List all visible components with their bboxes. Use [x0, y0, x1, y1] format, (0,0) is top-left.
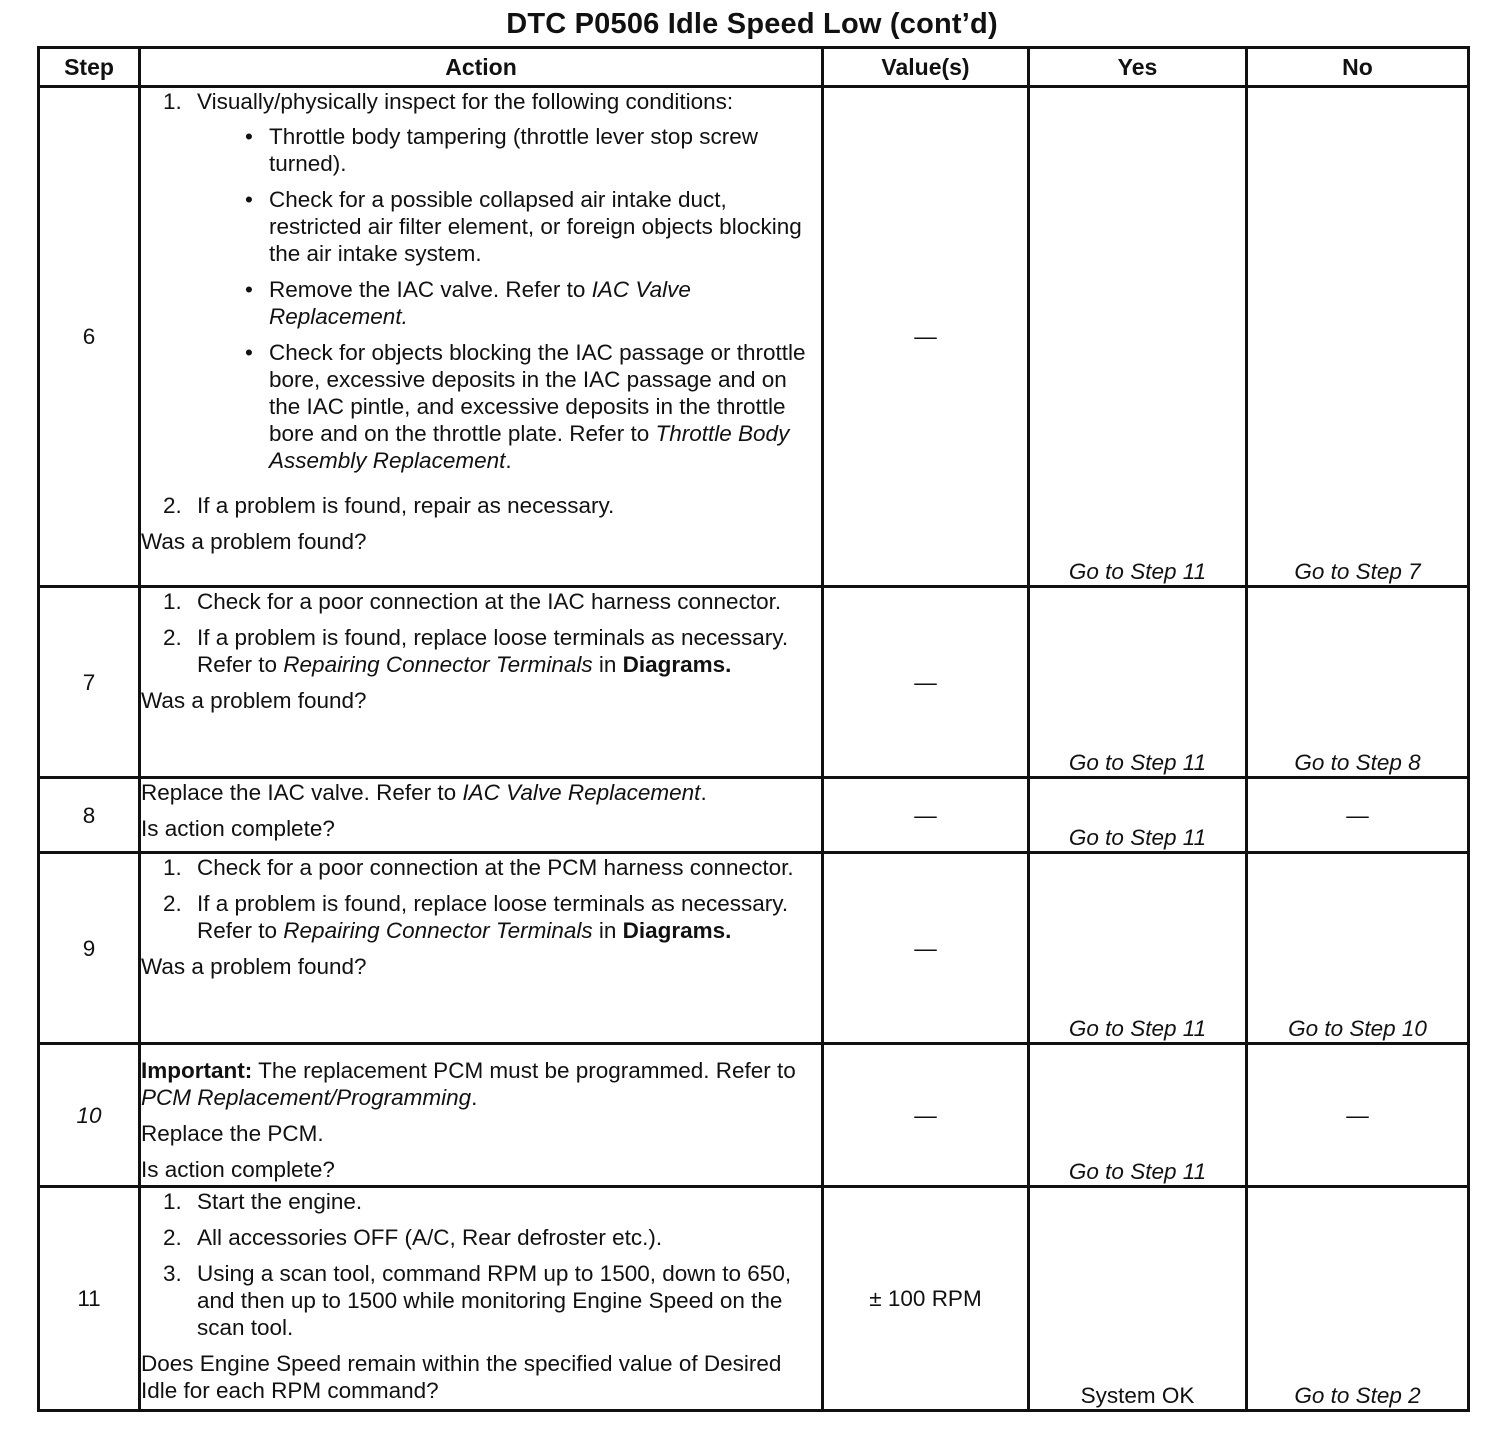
question-text: Is action complete?: [141, 816, 335, 841]
no-cell: Go to Step 2: [1247, 1187, 1469, 1411]
reference-link: Repairing Connector Terminals: [283, 652, 593, 677]
yes-cell: Go to Step 11: [1029, 587, 1247, 778]
reference-section: Diagrams.: [622, 652, 732, 677]
action-text: Check for a possible collapsed air intake duct, restricted air filter element, or foreign objects blocking the air intake system.: [269, 187, 802, 266]
action-text: .: [505, 448, 512, 473]
action-text: Replace the IAC valve. Refer to: [141, 780, 463, 805]
no-cell: —: [1247, 778, 1469, 853]
action-text: All accessories OFF (A/C, Rear defroster etc.).: [197, 1225, 663, 1250]
list-number: 1.: [163, 589, 182, 614]
list-number: 1.: [163, 89, 182, 114]
action-text: Replace the PCM.: [141, 1121, 324, 1146]
action-text: Using a scan tool, command RPM up to 1500, down to 650, and then up to 1500 while monitoring Engine Speed on the scan tool.: [197, 1261, 792, 1340]
bullet-icon: •: [245, 187, 253, 212]
header-action: Action: [140, 48, 823, 87]
yes-cell: System OK: [1029, 1187, 1247, 1411]
step-number: 9: [39, 853, 140, 1044]
action-cell: [140, 1187, 823, 1411]
header-row: [39, 48, 1469, 87]
header-no: No: [1247, 48, 1469, 87]
action-text: Visually/physically inspect for the following conditions:: [197, 89, 734, 114]
header-step: Step: [39, 48, 140, 87]
action-text: Start the engine.: [197, 1189, 363, 1214]
question-text: Was a problem found?: [141, 954, 367, 979]
action-text: in: [592, 652, 623, 677]
reference-link: IAC Valve Replacement: [462, 780, 701, 805]
header-values: Value(s): [823, 48, 1029, 87]
list-number: 3.: [163, 1261, 182, 1286]
question-text: Is action complete?: [141, 1157, 335, 1182]
action-text: .: [700, 780, 707, 805]
action-text: Check for a poor connection at the IAC harness connector.: [197, 589, 782, 614]
yes-cell: Go to Step 11: [1029, 87, 1247, 587]
value-cell: —: [823, 778, 1029, 853]
table-row: [39, 778, 1469, 853]
table-row: [39, 87, 1469, 587]
question-text: Was a problem found?: [141, 529, 367, 554]
action-cell: [140, 853, 823, 1044]
header-yes: Yes: [1029, 48, 1247, 87]
yes-cell: Go to Step 11: [1029, 853, 1247, 1044]
value-cell: —: [823, 1044, 1029, 1187]
list-number: 2.: [163, 891, 182, 916]
step-number: 11: [39, 1187, 140, 1411]
action-cell: [140, 778, 823, 853]
step-number: 7: [39, 587, 140, 778]
reference-link: Repairing Connector Terminals: [283, 918, 593, 943]
no-cell: Go to Step 8: [1247, 587, 1469, 778]
table-row: [39, 1187, 1469, 1411]
table-row: [39, 587, 1469, 778]
no-cell: Go to Step 10: [1247, 853, 1469, 1044]
action-cell: [140, 1044, 823, 1187]
table-row: [39, 1044, 1469, 1187]
action-cell: [140, 587, 823, 778]
reference-section: Diagrams.: [622, 918, 732, 943]
action-text: The replacement PCM must be programmed. Refer to: [252, 1058, 796, 1083]
bullet-icon: •: [245, 277, 253, 302]
table-row: [39, 853, 1469, 1044]
list-number: 1.: [163, 1189, 182, 1214]
list-number: 2.: [163, 1225, 182, 1250]
action-text: Throttle body tampering (throttle lever stop screw turned).: [269, 124, 758, 176]
action-cell: [140, 87, 823, 587]
no-cell: Go to Step 7: [1247, 87, 1469, 587]
action-text: Check for a poor connection at the PCM harness connector.: [197, 855, 794, 880]
value-cell: —: [823, 587, 1029, 778]
reference-link: PCM Replacement/Programming: [141, 1085, 472, 1110]
no-cell: —: [1247, 1044, 1469, 1187]
diagnostic-table: [37, 46, 1470, 1412]
bullet-icon: •: [245, 124, 253, 149]
action-text: .: [471, 1085, 478, 1110]
step-number: 6: [39, 87, 140, 587]
reference-link: Throttle Body Assembly Replacement: [269, 421, 790, 473]
value-cell: —: [823, 87, 1029, 587]
list-number: 1.: [163, 855, 182, 880]
list-number: 2.: [163, 625, 182, 650]
bullet-icon: •: [245, 340, 253, 365]
action-text: in: [592, 918, 623, 943]
action-text: If a problem is found, replace loose terminals as necessary. Refer to: [197, 891, 789, 943]
question-text: Does Engine Speed remain within the specified value of Desired Idle for each RPM command?: [141, 1351, 782, 1403]
reference-link: IAC Valve Replacement.: [269, 277, 691, 329]
question-text: Was a problem found?: [141, 688, 367, 713]
action-text: If a problem is found, repair as necessary.: [197, 493, 615, 518]
important-label: Important:: [141, 1058, 253, 1083]
action-text: If a problem is found, replace loose terminals as necessary. Refer to: [197, 625, 789, 677]
step-number: 10: [39, 1044, 140, 1187]
page-title: DTC P0506 Idle Speed Low (cont’d): [506, 8, 998, 40]
action-text: Check for objects blocking the IAC passage or throttle bore, excessive deposits in the IAC passage and on the IAC pintle, and excessive deposits in the throttle bore and on the throttle plate. Refer to: [269, 340, 806, 446]
value-cell: ± 100 RPM: [823, 1187, 1029, 1411]
yes-cell: Go to Step 11: [1029, 1044, 1247, 1187]
value-cell: —: [823, 853, 1029, 1044]
list-number: 2.: [163, 493, 182, 518]
yes-cell: Go to Step 11: [1029, 778, 1247, 853]
step-number: 8: [39, 778, 140, 853]
action-text: Remove the IAC valve. Refer to: [269, 277, 592, 302]
